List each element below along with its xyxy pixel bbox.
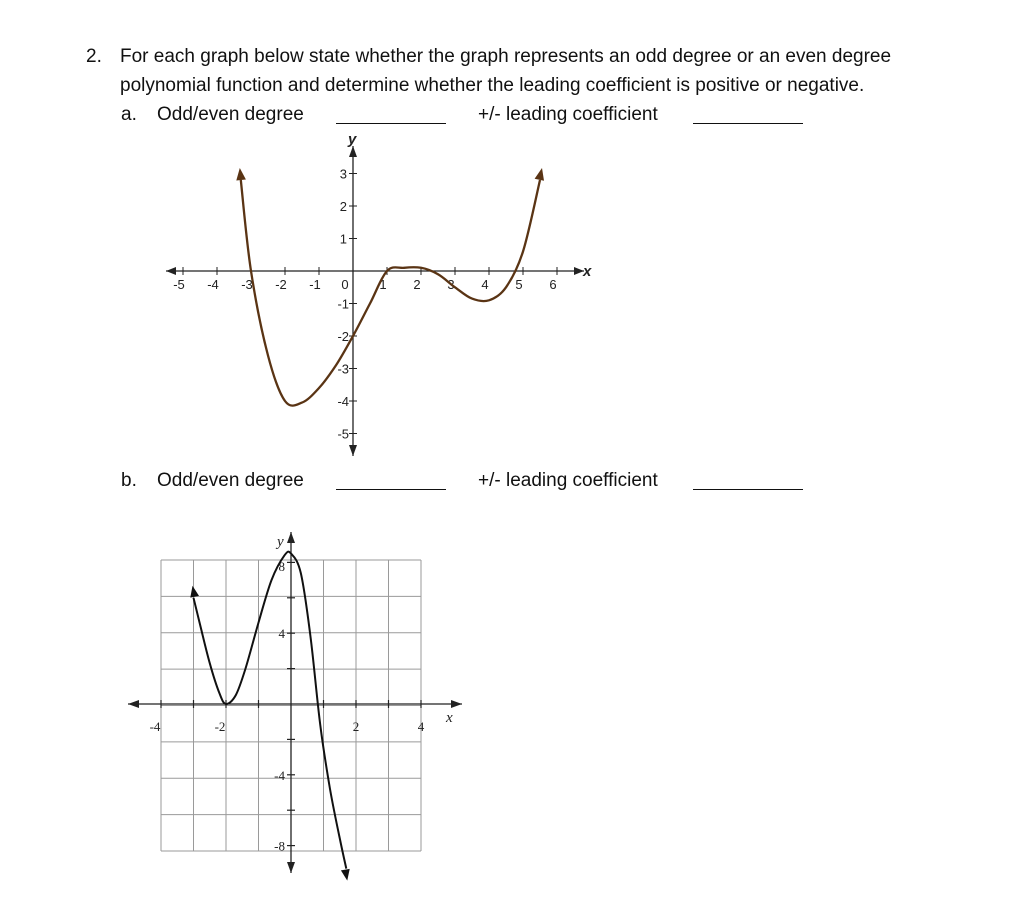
graph-b-curve-arrow-right (341, 869, 350, 881)
part-b-letter: b. (121, 470, 137, 491)
part-a-degree-label: Odd/even degree (157, 104, 304, 125)
graph-b-x-tick-label: 2 (352, 719, 360, 734)
graph-a-x-tick-label: 6 (549, 277, 557, 292)
graph-b-y-arrow-bottom (287, 862, 295, 873)
graph-b-x-tick-label: -4 (149, 719, 161, 734)
graph-a-x-tick-label: -5 (173, 277, 185, 292)
graph-b-x-tick-label: -2 (214, 719, 226, 734)
graph-a-x-tick-label: -4 (207, 277, 219, 292)
graph-a-y-label: y (348, 131, 357, 148)
part-a-coef-label: +/- leading coefficient (478, 104, 658, 125)
graph-a-y-tick-label: -4 (337, 394, 349, 409)
graph-b-y-tick-label: 8 (278, 558, 285, 574)
graph-b-y-tick-label: -4 (274, 767, 285, 783)
graph-b-x-tick-label: 4 (417, 719, 425, 734)
graph-b-y-arrow-top (287, 532, 295, 543)
part-b-degree-label: Odd/even degree (157, 470, 304, 491)
graph-a-y-tick-label: -2 (337, 329, 349, 344)
graph-a-y-tick-label: 2 (339, 199, 347, 214)
graph-a-x-tick-label: -3 (241, 277, 253, 292)
part-b-coef-label: +/- leading coefficient (478, 470, 658, 491)
graph-b-x-arrow-right (451, 700, 462, 708)
graph-a-x-tick-label: -1 (309, 277, 321, 292)
graph-b-y-tick-label: -8 (274, 838, 285, 854)
graph-a-y-tick-label: -5 (337, 426, 349, 442)
graph-a-y-tick-label: -1 (337, 296, 349, 312)
graph-a-x-label: x (583, 263, 592, 280)
graph-a-y-tick-label: -3 (337, 361, 349, 377)
graph-b-x-arrow-left (128, 700, 139, 708)
graph-a-x-tick-label: 1 (379, 277, 387, 292)
question-number: 2. (86, 46, 102, 67)
graph-a-x-tick-label: -2 (275, 277, 287, 292)
graph-b-curve-arrow-left (190, 586, 199, 598)
graph-a-x-tick-label: 0 (341, 277, 349, 292)
question-text-line2: polynomial function and determine whether the leading coefficient is positive or negative. (120, 75, 865, 96)
graph-b-y-label: y (277, 534, 284, 550)
graph-a-x-tick-label: 4 (481, 277, 489, 292)
graph-a-x-tick-label: 3 (447, 277, 455, 292)
graph-a-y-tick-label: 3 (339, 166, 347, 182)
graph-b-x-label: x (446, 710, 453, 726)
graph-a-x-tick-label: 5 (515, 277, 523, 292)
graph-a-y-tick-label: 1 (339, 231, 347, 247)
graph-a-x-tick-label: 2 (413, 277, 421, 292)
part-a-letter: a. (121, 104, 137, 125)
question-text-line1: For each graph below state whether the graph represents an odd degree or an even degree (120, 46, 892, 67)
graph-b-y-tick-label: 4 (278, 626, 285, 642)
